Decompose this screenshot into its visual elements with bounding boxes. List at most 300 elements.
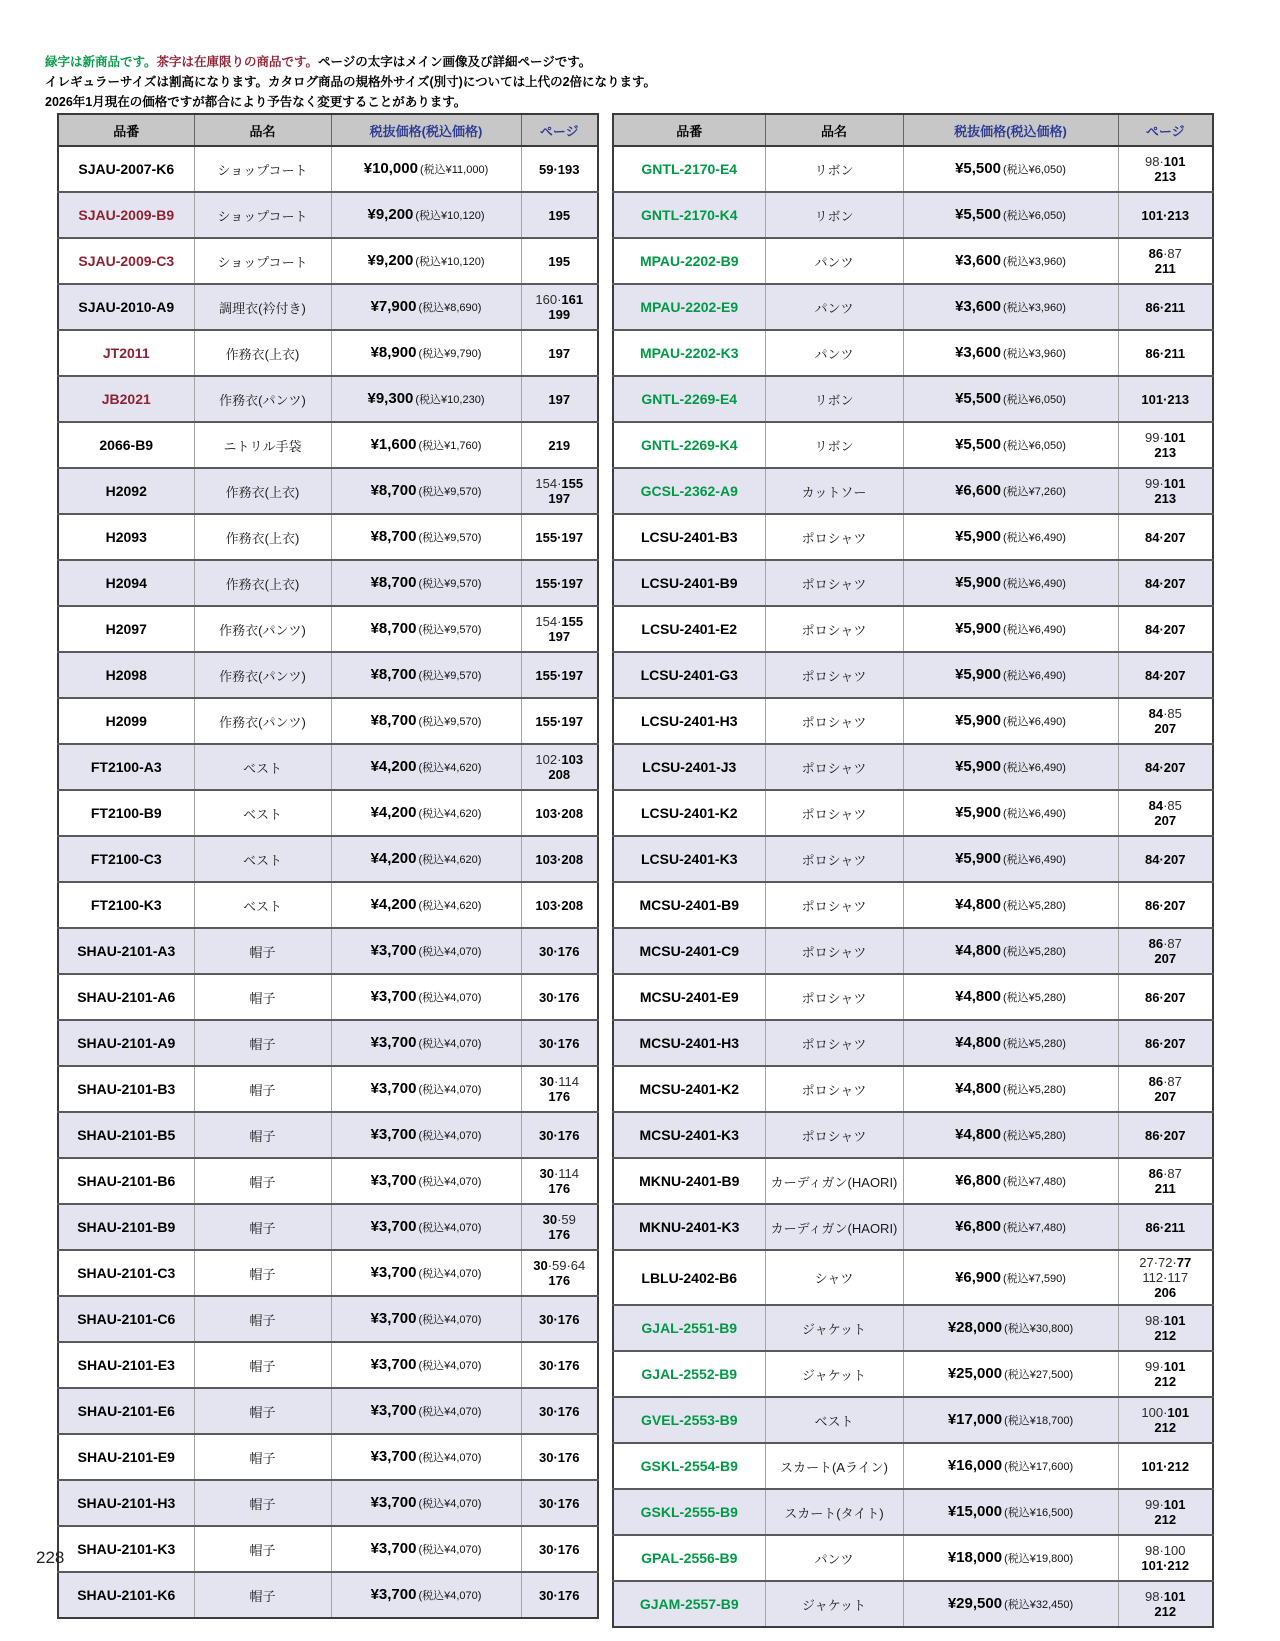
price-excl-tax: ¥3,700 (370, 988, 417, 1005)
price-cell (903, 606, 1118, 652)
page-ref-line: 207 (1154, 721, 1177, 736)
page-ref-line: 199 (548, 307, 571, 322)
price-cell (331, 928, 521, 974)
price-excl-tax: ¥10,000 (363, 160, 418, 177)
product-row (58, 974, 598, 1020)
price-incl-tax: (税込¥9,570) (418, 670, 482, 682)
page-ref-line: 176 (548, 1181, 571, 1196)
page-ref-line: 155·197 (535, 529, 584, 545)
product-row (58, 1020, 598, 1066)
page-ref-cell (521, 1296, 598, 1342)
price-excl-tax: ¥4,200 (370, 850, 417, 867)
product-name-cell: ジャケット (765, 1351, 903, 1397)
page-ref-line: 30·176 (539, 989, 580, 1005)
page-ref-line: 207 (1154, 951, 1177, 966)
product-code-cell: SHAU-2101-A6 (58, 974, 194, 1020)
product-name-cell: スカート(Aライン) (765, 1443, 903, 1489)
price-incl-tax: (税込¥4,070) (418, 1038, 482, 1050)
price-excl-tax: ¥4,200 (370, 804, 417, 821)
product-row (613, 744, 1213, 790)
page-ref-line: 213 (1154, 491, 1177, 506)
product-code-cell: 2066-B9 (58, 422, 194, 468)
price-incl-tax: (税込¥9,570) (418, 532, 482, 544)
page-ref-cell (1118, 1581, 1213, 1627)
page-ref-cell (1118, 1443, 1213, 1489)
product-code-cell: LCSU-2401-K2 (613, 790, 765, 836)
product-code-cell: MCSU-2401-K2 (613, 1066, 765, 1112)
product-row (613, 376, 1213, 422)
price-incl-tax: (税込¥5,280) (1002, 1084, 1066, 1096)
page-ref-cell (1118, 330, 1213, 376)
page-ref-line: 86·87 (1148, 1166, 1182, 1181)
price-excl-tax: ¥5,900 (955, 850, 1001, 867)
product-row (58, 1204, 598, 1250)
product-row (613, 1397, 1213, 1443)
price-incl-tax: (税込¥7,480) (1002, 1176, 1066, 1188)
price-incl-tax: (税込¥27,500) (1004, 1369, 1074, 1381)
legend-limited-stock: 茶字は在庫限りの商品です。 (156, 55, 319, 69)
price-incl-tax: (税込¥4,620) (418, 808, 482, 820)
price-cell (331, 1342, 521, 1388)
price-incl-tax: (税込¥4,620) (418, 854, 482, 866)
price-excl-tax: ¥29,500 (947, 1595, 1003, 1612)
product-row (58, 560, 598, 606)
price-incl-tax: (税込¥4,070) (418, 992, 482, 1004)
page-ref-line: 197 (548, 391, 571, 407)
page-ref-cell (521, 468, 598, 514)
product-code-cell: H2097 (58, 606, 194, 652)
page-ref-cell (1118, 974, 1213, 1020)
price-incl-tax: (税込¥32,450) (1004, 1599, 1074, 1611)
price-incl-tax: (税込¥16,500) (1004, 1507, 1074, 1519)
product-name-cell: リボン (765, 376, 903, 422)
page-ref-cell (521, 376, 598, 422)
page-ref-cell (1118, 744, 1213, 790)
page-ref-cell (1118, 1066, 1213, 1112)
product-code-cell: LCSU-2401-G3 (613, 652, 765, 698)
price-excl-tax: ¥6,900 (955, 1268, 1001, 1286)
product-code-cell: H2098 (58, 652, 194, 698)
price-excl-tax: ¥4,200 (370, 758, 417, 775)
page-ref-line: 84·207 (1145, 621, 1186, 637)
price-excl-tax: ¥8,700 (370, 574, 417, 591)
price-cell (903, 698, 1118, 744)
product-code-cell: MCSU-2401-K3 (613, 1112, 765, 1158)
product-row (613, 1535, 1213, 1581)
product-name-cell: 帽子 (194, 928, 331, 974)
price-incl-tax: (税込¥7,480) (1002, 1222, 1066, 1234)
page-ref-cell (521, 1480, 598, 1526)
product-row (58, 1434, 598, 1480)
product-row (58, 790, 598, 836)
price-incl-tax: (税込¥30,800) (1004, 1323, 1074, 1335)
price-cell (903, 1204, 1118, 1250)
price-excl-tax: ¥3,700 (370, 1402, 417, 1419)
product-code-cell: MPAU-2202-K3 (613, 330, 765, 376)
product-name-cell: 帽子 (194, 1066, 331, 1112)
page-ref-line: 99·101 (1145, 476, 1186, 491)
product-name-cell: 作務衣(上衣) (194, 560, 331, 606)
price-excl-tax: ¥16,000 (947, 1457, 1003, 1474)
product-name-cell: 帽子 (194, 974, 331, 1020)
page-ref-line: 86·207 (1145, 1127, 1186, 1143)
price-excl-tax: ¥4,800 (955, 942, 1001, 959)
legend-bold-pages: ページの太字はメイン画像及び詳細ページです。 (318, 55, 592, 69)
column-header-name: 品名 (765, 114, 903, 146)
product-code-cell: JB2021 (58, 376, 194, 422)
product-code-cell: SHAU-2101-E9 (58, 1434, 194, 1480)
price-incl-tax: (税込¥3,960) (1002, 348, 1066, 360)
page-ref-cell (521, 1572, 598, 1618)
product-row (613, 1305, 1213, 1351)
price-excl-tax: ¥18,000 (947, 1549, 1003, 1566)
product-row (613, 192, 1213, 238)
page-ref-cell (521, 284, 598, 330)
page-ref-cell (1118, 928, 1213, 974)
price-excl-tax: ¥1,600 (370, 436, 417, 453)
page-ref-line: 176 (548, 1227, 571, 1242)
price-excl-tax: ¥4,200 (370, 896, 417, 913)
price-excl-tax: ¥8,900 (370, 344, 417, 361)
price-excl-tax: ¥3,700 (370, 942, 417, 959)
price-cell (903, 836, 1118, 882)
price-cell (331, 1480, 521, 1526)
price-excl-tax: ¥8,700 (370, 620, 417, 637)
price-excl-tax: ¥5,500 (955, 436, 1001, 453)
product-name-cell: 帽子 (194, 1526, 331, 1572)
price-cell (331, 376, 521, 422)
price-cell (903, 928, 1118, 974)
price-cell (331, 1388, 521, 1434)
price-excl-tax: ¥3,600 (955, 344, 1001, 361)
column-header-price: 税抜価格(税込価格) (331, 114, 521, 146)
page-ref-line: 197 (548, 345, 571, 361)
price-incl-tax: (税込¥6,490) (1002, 532, 1066, 544)
page-ref-cell (521, 1066, 598, 1112)
page-ref-line: 84·207 (1145, 851, 1186, 867)
price-incl-tax: (税込¥9,570) (418, 624, 482, 636)
price-cell (903, 330, 1118, 376)
price-cell (331, 422, 521, 468)
page-ref-cell (521, 192, 598, 238)
product-code-cell: FT2100-K3 (58, 882, 194, 928)
price-incl-tax: (税込¥4,070) (418, 1084, 482, 1096)
product-row (58, 836, 598, 882)
price-cell (331, 1296, 521, 1342)
product-name-cell: リボン (765, 422, 903, 468)
page-ref-line: 100·101 (1141, 1405, 1190, 1420)
page-ref-line: 155·197 (535, 713, 584, 729)
price-excl-tax: ¥4,800 (955, 1034, 1001, 1051)
page-ref-cell (1118, 1020, 1213, 1066)
product-name-cell: ベスト (194, 790, 331, 836)
product-row (613, 606, 1213, 652)
product-row (58, 882, 598, 928)
price-excl-tax: ¥4,800 (955, 988, 1001, 1005)
product-code-cell: SJAU-2009-B9 (58, 192, 194, 238)
price-cell (903, 146, 1118, 192)
page-ref-line: 207 (1154, 813, 1177, 828)
product-row (58, 1066, 598, 1112)
price-cell (331, 192, 521, 238)
page-ref-line: 86·207 (1145, 897, 1186, 913)
product-row (613, 652, 1213, 698)
price-cell (903, 468, 1118, 514)
page-ref-line: 103·208 (535, 851, 584, 867)
product-name-cell: パンツ (765, 1535, 903, 1581)
page-ref-line: 84·207 (1145, 759, 1186, 775)
price-excl-tax: ¥3,700 (370, 1356, 417, 1373)
page-ref-cell (1118, 1489, 1213, 1535)
legend-line-1 (45, 52, 656, 72)
product-row (613, 698, 1213, 744)
price-cell (331, 698, 521, 744)
page-ref-line: 211 (1154, 261, 1176, 276)
page-ref-line: 195 (548, 207, 571, 223)
page-ref-line: 102·103 (535, 752, 584, 767)
page-ref-line: 84·207 (1145, 529, 1186, 545)
page-ref-line: 84·207 (1145, 667, 1186, 683)
price-incl-tax: (税込¥6,050) (1002, 440, 1066, 452)
product-code-cell: SHAU-2101-H3 (58, 1480, 194, 1526)
product-code-cell: LCSU-2401-J3 (613, 744, 765, 790)
product-code-cell: MKNU-2401-K3 (613, 1204, 765, 1250)
product-row (58, 928, 598, 974)
product-code-cell: GNTL-2269-K4 (613, 422, 765, 468)
product-code-cell: SHAU-2101-B6 (58, 1158, 194, 1204)
product-name-cell: シャツ (765, 1250, 903, 1305)
page-ref-line: 103·208 (535, 897, 584, 913)
page-ref-line: 98·100 (1145, 1543, 1186, 1558)
product-name-cell: ジャケット (765, 1581, 903, 1627)
product-name-cell: 帽子 (194, 1020, 331, 1066)
product-name-cell: 帽子 (194, 1250, 331, 1296)
product-row (613, 1066, 1213, 1112)
product-row (58, 652, 598, 698)
page-ref-line: 30·176 (539, 1449, 580, 1465)
price-incl-tax: (税込¥6,490) (1002, 624, 1066, 636)
price-cell (903, 560, 1118, 606)
price-incl-tax: (税込¥4,070) (418, 1222, 482, 1234)
product-code-cell: SJAU-2010-A9 (58, 284, 194, 330)
product-code-cell: SHAU-2101-K6 (58, 1572, 194, 1618)
page-ref-cell (1118, 1305, 1213, 1351)
page-ref-cell (521, 1204, 598, 1250)
price-cell (331, 238, 521, 284)
product-code-cell: LCSU-2401-K3 (613, 836, 765, 882)
price-incl-tax: (税込¥6,490) (1002, 762, 1066, 774)
product-name-cell: ポロシャツ (765, 652, 903, 698)
price-cell (331, 1066, 521, 1112)
page-ref-cell (1118, 468, 1213, 514)
page-ref-line: 99·101 (1145, 1497, 1186, 1512)
product-code-cell: FT2100-A3 (58, 744, 194, 790)
price-incl-tax: (税込¥4,070) (418, 1544, 482, 1556)
page-ref-line: 99·101 (1145, 430, 1186, 445)
page-ref-line: 154·155 (535, 614, 584, 629)
product-code-cell: H2093 (58, 514, 194, 560)
price-cell (903, 514, 1118, 560)
product-name-cell: リボン (765, 146, 903, 192)
page-ref-line: 98·101 (1145, 1589, 1186, 1604)
product-code-cell: LCSU-2401-H3 (613, 698, 765, 744)
product-row (58, 1572, 598, 1618)
product-code-cell: LCSU-2401-B9 (613, 560, 765, 606)
page-ref-line: 101·213 (1141, 207, 1190, 223)
page-ref-cell (521, 882, 598, 928)
price-cell (903, 284, 1118, 330)
price-incl-tax: (税込¥4,070) (418, 1452, 482, 1464)
product-row (58, 1112, 598, 1158)
price-excl-tax: ¥5,900 (955, 528, 1001, 545)
page-ref-line: 30·176 (539, 1357, 580, 1373)
product-row (58, 698, 598, 744)
price-excl-tax: ¥8,700 (370, 482, 417, 499)
product-name-cell: ポロシャツ (765, 514, 903, 560)
product-row (58, 1250, 598, 1296)
product-name-cell: ポロシャツ (765, 974, 903, 1020)
page-ref-cell (1118, 1397, 1213, 1443)
page-ref-cell (1118, 376, 1213, 422)
product-row (58, 468, 598, 514)
page-ref-cell (1118, 882, 1213, 928)
product-name-cell: ベスト (194, 836, 331, 882)
page-ref-line: 30·114 (539, 1074, 580, 1089)
price-excl-tax: ¥5,500 (955, 206, 1001, 223)
price-excl-tax: ¥15,000 (947, 1503, 1003, 1520)
page-ref-cell (521, 422, 598, 468)
legend-notes (45, 52, 656, 112)
product-row (58, 1342, 598, 1388)
product-name-cell: 帽子 (194, 1434, 331, 1480)
product-name-cell: パンツ (765, 330, 903, 376)
price-incl-tax: (税込¥4,070) (418, 1360, 482, 1372)
price-excl-tax: ¥3,700 (370, 1264, 417, 1281)
product-name-cell: ポロシャツ (765, 560, 903, 606)
price-excl-tax: ¥9,300 (367, 390, 414, 407)
page-ref-line: 84·85 (1148, 706, 1182, 721)
product-code-cell: GNTL-2170-E4 (613, 146, 765, 192)
page-ref-line: 30·176 (539, 1403, 580, 1419)
page-ref-cell (521, 790, 598, 836)
price-incl-tax: (税込¥10,120) (415, 210, 485, 222)
price-cell (331, 882, 521, 928)
price-excl-tax: ¥3,700 (370, 1310, 417, 1327)
header-row (58, 114, 598, 146)
product-code-cell: SHAU-2101-C3 (58, 1250, 194, 1296)
price-incl-tax: (税込¥9,570) (418, 486, 482, 498)
product-row (613, 146, 1213, 192)
product-name-cell: 作務衣(上衣) (194, 330, 331, 376)
page-ref-cell (521, 146, 598, 192)
price-cell (903, 1020, 1118, 1066)
price-excl-tax: ¥5,900 (955, 620, 1001, 637)
price-cell (903, 1305, 1118, 1351)
product-name-cell: 作務衣(パンツ) (194, 376, 331, 422)
column-header-code: 品番 (58, 114, 194, 146)
product-code-cell: GSKL-2554-B9 (613, 1443, 765, 1489)
product-name-cell: ポロシャツ (765, 790, 903, 836)
page-ref-line: 59·193 (539, 161, 580, 177)
product-name-cell: 帽子 (194, 1388, 331, 1434)
price-excl-tax: ¥3,700 (370, 1494, 417, 1511)
product-code-cell: GJAM-2557-B9 (613, 1581, 765, 1627)
price-excl-tax: ¥3,700 (370, 1586, 417, 1603)
product-row (613, 1020, 1213, 1066)
page-ref-cell (1118, 560, 1213, 606)
price-cell (331, 606, 521, 652)
price-excl-tax: ¥3,700 (370, 1034, 417, 1051)
price-cell (903, 422, 1118, 468)
product-code-cell: MPAU-2202-E9 (613, 284, 765, 330)
product-code-cell: MCSU-2401-H3 (613, 1020, 765, 1066)
page-ref-line: 86·87 (1148, 1074, 1182, 1089)
page-ref-line: 211 (1154, 1181, 1176, 1196)
page-ref-line: 155·197 (535, 575, 584, 591)
column-header-code: 品番 (613, 114, 765, 146)
product-row (58, 1480, 598, 1526)
price-incl-tax: (税込¥9,790) (418, 348, 482, 360)
product-code-cell: H2094 (58, 560, 194, 606)
page-ref-line: 213 (1154, 169, 1177, 184)
price-excl-tax: ¥17,000 (947, 1411, 1003, 1428)
price-table-left (57, 113, 599, 1619)
page-ref-line: 103·208 (535, 805, 584, 821)
product-name-cell: 帽子 (194, 1296, 331, 1342)
price-excl-tax: ¥25,000 (947, 1365, 1003, 1382)
column-header-page: ページ (521, 114, 598, 146)
price-incl-tax: (税込¥1,760) (418, 440, 482, 452)
page-ref-cell (521, 1388, 598, 1434)
page-ref-line: 30·176 (539, 1311, 580, 1327)
product-name-cell: ポロシャツ (765, 928, 903, 974)
page-ref-cell (521, 1434, 598, 1480)
product-name-cell: 作務衣(パンツ) (194, 606, 331, 652)
product-code-cell: SHAU-2101-E3 (58, 1342, 194, 1388)
price-excl-tax: ¥8,700 (370, 528, 417, 545)
product-row (613, 468, 1213, 514)
price-incl-tax: (税込¥4,620) (418, 900, 482, 912)
page-ref-cell (521, 652, 598, 698)
page-ref-line: 30·176 (539, 943, 580, 959)
product-row (613, 1250, 1213, 1305)
price-cell (903, 1397, 1118, 1443)
price-excl-tax: ¥6,800 (955, 1218, 1001, 1235)
price-excl-tax: ¥3,600 (955, 298, 1001, 315)
page-ref-line: 86·207 (1145, 989, 1186, 1005)
page-ref-cell (521, 238, 598, 284)
price-excl-tax: ¥3,700 (370, 1080, 417, 1097)
price-cell (331, 1250, 521, 1296)
price-incl-tax: (税込¥4,070) (418, 1268, 482, 1280)
price-incl-tax: (税込¥4,070) (418, 1176, 482, 1188)
price-cell (903, 1535, 1118, 1581)
product-name-cell: ベスト (194, 744, 331, 790)
product-name-cell: 調理衣(衿付き) (194, 284, 331, 330)
product-code-cell: GCSL-2362-A9 (613, 468, 765, 514)
product-row (613, 974, 1213, 1020)
price-incl-tax: (税込¥18,700) (1004, 1415, 1074, 1427)
product-code-cell: SHAU-2101-K3 (58, 1526, 194, 1572)
product-code-cell: MKNU-2401-B9 (613, 1158, 765, 1204)
page-ref-cell (521, 1112, 598, 1158)
page-ref-line: 86·87 (1148, 246, 1182, 261)
price-excl-tax: ¥5,500 (955, 160, 1001, 177)
price-incl-tax: (税込¥6,490) (1002, 578, 1066, 590)
product-row (58, 376, 598, 422)
page-ref-cell (1118, 606, 1213, 652)
price-cell (331, 790, 521, 836)
